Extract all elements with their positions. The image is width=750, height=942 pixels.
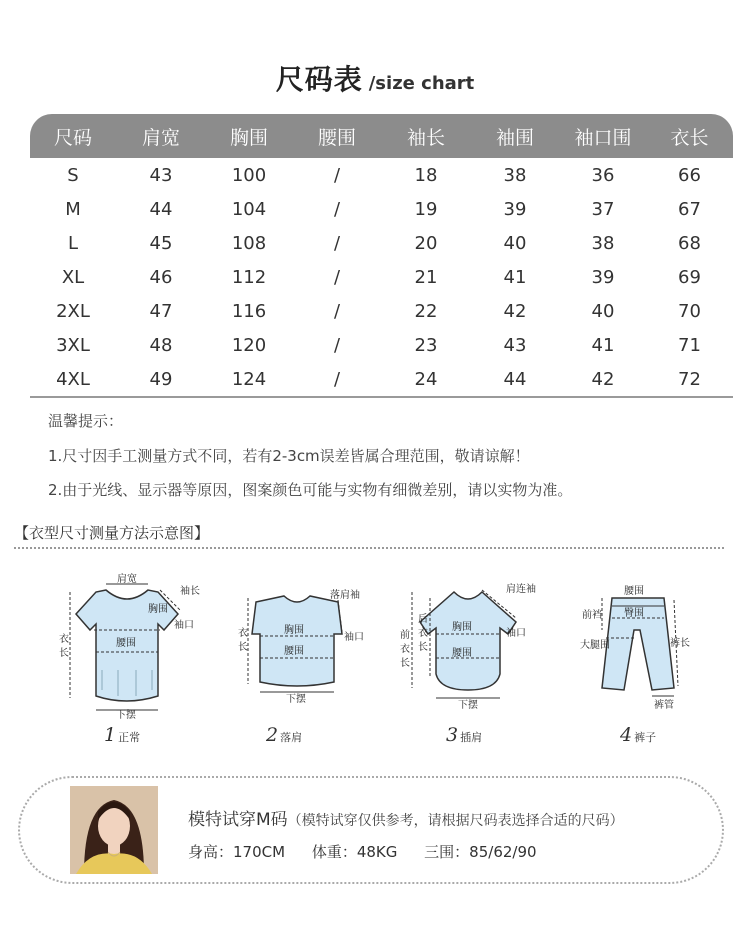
mark-label: 衣 (400, 644, 410, 655)
value-cell: 70 (678, 300, 701, 322)
value-cell: 124 (231, 368, 267, 390)
value-cell: 40 (591, 300, 615, 322)
value-cell: 41 (503, 266, 527, 288)
value-cell: 42 (591, 368, 615, 390)
notes-title: 温馨提示： (48, 412, 124, 430)
garment-normal (56, 574, 200, 746)
caption-raglan (446, 724, 482, 746)
method-title: 【衣型尺寸测量方法示意图】 (14, 524, 210, 542)
value-cell: 72 (678, 368, 701, 390)
value-cell: 43 (149, 164, 173, 186)
model-height: 身高：170CM (188, 843, 286, 861)
size-table (30, 114, 733, 398)
mark-label: 下摆 (458, 700, 478, 711)
model-note: （模特试穿仅供参考，请根据尺码表选择合适的尺码） (287, 813, 624, 829)
tshirt-normal-diagram (56, 574, 200, 721)
mark-label: 前 (400, 630, 410, 641)
mark-label: 大腿围 (580, 640, 610, 651)
mark-label: 臀围 (624, 608, 644, 619)
value-cell: 20 (414, 232, 438, 254)
note-line: 2.由于光线、显示器等原因，图案颜色可能与实物有细微差别，请以实物为准。 (48, 481, 573, 499)
size-cell: 4XL (56, 368, 90, 390)
value-cell: 45 (149, 232, 173, 254)
size-cell: 3XL (56, 334, 90, 356)
mark-label: 长 (238, 642, 248, 653)
model-size-line (188, 805, 624, 830)
mark-label: 肩宽 (117, 574, 137, 585)
caption-number: 2 (266, 724, 279, 746)
mark-label: 袖口 (344, 632, 364, 643)
mark-label: 腰围 (452, 648, 472, 659)
mark-label: 袖口 (174, 620, 194, 631)
model-title: 模特试穿M码 (188, 810, 288, 830)
value-cell: 24 (414, 368, 438, 390)
mark-label: 衣 (418, 628, 428, 639)
mark-label: 下摆 (116, 710, 136, 721)
value-cell: 44 (149, 198, 173, 220)
caption-label: 落肩 (280, 731, 303, 744)
value-cell: 42 (503, 300, 527, 322)
header-cell: 肩宽 (141, 126, 180, 149)
mark-label: 裤长 (670, 638, 690, 649)
garment-drop-shoulder (226, 578, 366, 746)
value-cell: 112 (231, 266, 267, 288)
table-row (30, 226, 733, 260)
mark-label: 前裆 (582, 610, 602, 621)
value-cell: / (333, 164, 341, 186)
value-cell: / (333, 300, 341, 322)
table-row (30, 158, 733, 192)
caption-number: 4 (620, 724, 633, 746)
table-row (30, 362, 733, 396)
value-cell: 43 (503, 334, 527, 356)
notes (48, 410, 572, 513)
value-cell: 36 (591, 164, 615, 186)
value-cell: 38 (591, 232, 615, 254)
value-cell: / (333, 266, 341, 288)
mark-label: 袖口 (506, 628, 526, 639)
value-cell: 48 (149, 334, 173, 356)
mark-label: 胸围 (452, 622, 472, 633)
table-row (30, 260, 733, 294)
table-row (30, 192, 733, 226)
table-body (30, 158, 733, 398)
mark-label: 后 (418, 614, 428, 625)
mark-label: 衣 (59, 634, 69, 645)
garment-pants (576, 578, 696, 746)
value-cell: 68 (678, 232, 701, 254)
mark-label: 衣 (238, 628, 248, 639)
value-cell: 18 (414, 164, 438, 186)
value-cell: 120 (231, 334, 267, 356)
table-header (30, 114, 733, 158)
header-cell: 袖长 (406, 126, 445, 149)
header-cell: 袖围 (495, 126, 534, 149)
value-cell: / (333, 334, 341, 356)
dotted-divider (14, 547, 724, 549)
value-cell: 21 (414, 266, 438, 288)
value-cell: 104 (231, 198, 267, 220)
caption-label: 正常 (118, 731, 141, 744)
mark-label: 肩连袖 (506, 584, 536, 595)
value-cell: 69 (678, 266, 701, 288)
value-cell: 37 (591, 198, 615, 220)
value-cell: 100 (231, 164, 267, 186)
value-cell: 38 (503, 164, 527, 186)
size-cell: XL (61, 266, 85, 288)
model-weight: 体重：48KG (311, 843, 398, 861)
caption-drop-shoulder (266, 724, 302, 746)
value-cell: 40 (503, 232, 527, 254)
mark-label: 胸围 (284, 625, 304, 636)
value-cell: 67 (678, 198, 701, 220)
page-title (0, 58, 750, 98)
mark-label: 落肩袖 (330, 590, 360, 601)
mark-label: 长 (400, 658, 410, 669)
mark-label: 裤管 (654, 700, 674, 711)
model-avatar (70, 786, 158, 874)
header-cell: 腰围 (317, 126, 356, 149)
table-row (30, 328, 733, 362)
caption-normal (104, 724, 140, 746)
table-row (30, 294, 733, 328)
header-cell: 胸围 (229, 126, 268, 149)
caption-label: 裤子 (634, 731, 657, 744)
pants-diagram (576, 578, 696, 718)
note-line: 1.尺寸因手工测量方式不同，若有2-3cm误差皆属合理范围，敬请谅解！ (48, 447, 530, 465)
value-cell: 39 (591, 266, 615, 288)
model-photo (70, 786, 158, 874)
value-cell: 39 (503, 198, 527, 220)
caption-number: 1 (104, 724, 117, 746)
caption-label: 插肩 (460, 731, 483, 744)
mark-label: 袖长 (180, 586, 200, 597)
value-cell: 23 (414, 334, 438, 356)
caption-pants (620, 724, 656, 746)
garment-diagrams (56, 574, 696, 748)
mark-label: 长 (418, 642, 428, 653)
value-cell: 49 (149, 368, 173, 390)
size-cell: M (65, 198, 81, 220)
value-cell: 108 (231, 232, 267, 254)
value-cell: 116 (231, 300, 267, 322)
mark-label: 下摆 (286, 694, 306, 705)
size-cell: S (67, 164, 79, 186)
value-cell: 66 (678, 164, 701, 186)
mark-label: 腰围 (116, 638, 136, 649)
tshirt-raglan-diagram (396, 578, 546, 718)
title-sub: /size chart (368, 73, 475, 94)
model-measurements-line (188, 841, 559, 862)
header-cell: 尺码 (53, 126, 92, 149)
mark-label: 腰围 (624, 586, 644, 597)
mark-label: 腰围 (284, 646, 304, 657)
value-cell: 19 (414, 198, 438, 220)
caption-number: 3 (446, 724, 459, 746)
tshirt-drop-shoulder-diagram (226, 578, 366, 718)
header-cell: 袖口围 (574, 126, 632, 149)
value-cell: 41 (591, 334, 615, 356)
title-main: 尺码表 (275, 63, 363, 96)
value-cell: 71 (678, 334, 701, 356)
garment-raglan (396, 578, 546, 746)
value-cell: / (333, 368, 341, 390)
model-measurements: 三围：85/62/90 (424, 843, 537, 861)
size-cell: 2XL (56, 300, 90, 322)
value-cell: / (333, 198, 341, 220)
mark-label: 长 (59, 648, 69, 659)
value-cell: 47 (149, 300, 173, 322)
value-cell: 22 (414, 300, 438, 322)
value-cell: / (333, 232, 341, 254)
size-cell: L (67, 232, 79, 254)
header-cell: 衣长 (670, 126, 709, 149)
mark-label: 胸围 (148, 604, 168, 615)
value-cell: 46 (149, 266, 173, 288)
value-cell: 44 (503, 368, 527, 390)
